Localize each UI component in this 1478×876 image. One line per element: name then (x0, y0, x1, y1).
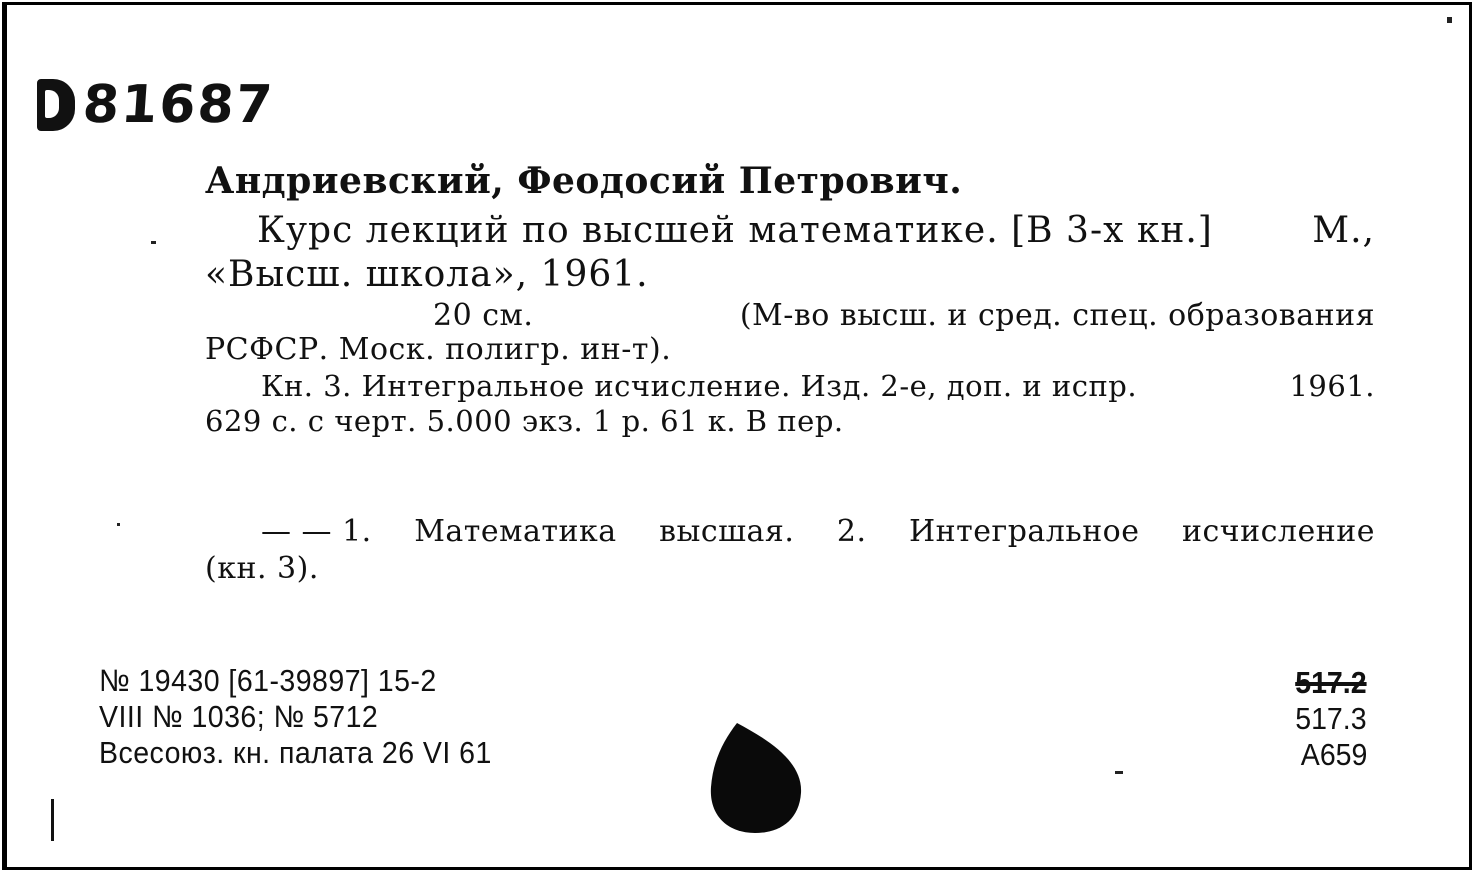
chamber-line: Всесоюз. кн. палата 26 VI 61 (99, 735, 492, 770)
subject-dashes: — — 1. (261, 514, 372, 549)
classification-old: 517.2 (1295, 665, 1367, 700)
volume-line-1 (261, 369, 1375, 403)
volume-title: Кн. 3. Интегральное исчисление. Изд. 2-е, доп. и испр. (261, 369, 1138, 403)
title-text: Курс лекций по высшей математике. [В 3-х кн.] (257, 210, 1213, 251)
speck (117, 523, 120, 526)
stamp-number: 81687 (80, 75, 277, 135)
record-number-line: № 19430 [61-39897] 15-2 (99, 663, 437, 698)
record-reference-line: VIII № 1036; № 5712 (99, 699, 379, 734)
series-note-line-2: РСФСР. Моск. полигр. ин-т). (205, 332, 672, 367)
catalog-card (2, 2, 1472, 870)
volume-year: 1961. (1289, 369, 1375, 403)
physical-size: 20 см. (433, 298, 534, 333)
speck (151, 241, 156, 244)
title-line-1 (257, 210, 1375, 251)
publisher-year: «Высш. школа», 1961. (205, 254, 649, 295)
subject-word: высшая. (659, 514, 795, 549)
speck (1115, 771, 1123, 774)
series-note-line-1: (М-во высш. и сред. спец. образования (739, 298, 1375, 333)
subject-word: Интегральное (908, 514, 1140, 549)
subject-word: исчисление (1182, 514, 1375, 549)
speck (1447, 17, 1452, 23)
margin-mark (51, 799, 54, 841)
subject-headings-line-1 (261, 514, 1375, 549)
subject-headings-line-2: (кн. 3). (205, 551, 319, 586)
subject-number: 2. (836, 514, 867, 549)
inventory-stamp (37, 71, 277, 139)
volume-line-2: 629 с. с черт. 5.000 экз. 1 р. 61 к. В пер. (205, 404, 844, 438)
place-of-publication: М., (1312, 210, 1375, 251)
stamp-letter-d-glyph (37, 79, 75, 131)
punch-hole-blot (707, 721, 803, 835)
author-mark: А659 (1300, 737, 1367, 772)
classification-new: 517.3 (1295, 701, 1367, 736)
author-heading: Андриевский, Феодосий Петрович. (205, 160, 963, 202)
subject-word: Математика (414, 514, 617, 549)
